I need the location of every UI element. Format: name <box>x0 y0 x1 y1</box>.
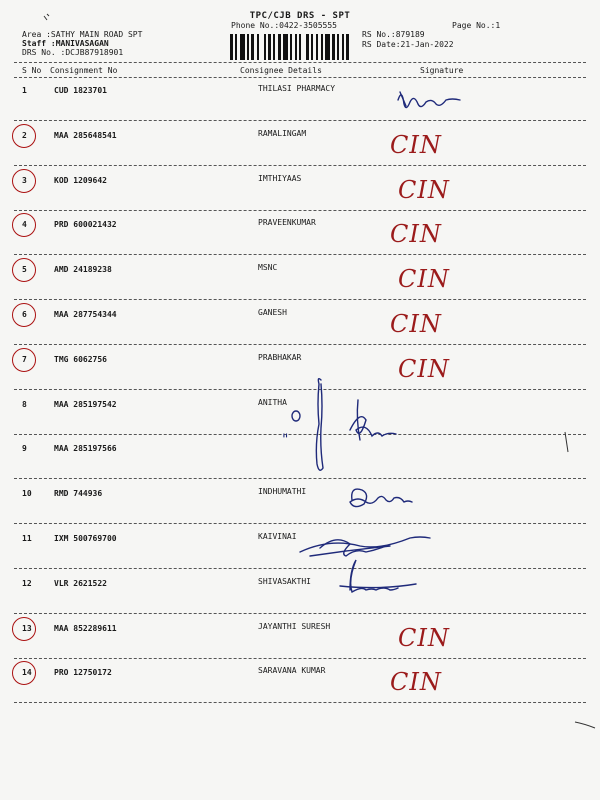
rs-date: RS Date:21-Jan-2022 <box>362 40 454 49</box>
row-4-consignment-no: PRD 600021432 <box>54 220 117 230</box>
row-13-cin-mark: CIN <box>398 623 450 652</box>
column-header-consignment: Consignment No <box>50 66 118 75</box>
row-3-sno: 3 <box>22 175 27 185</box>
row-2-consignment-no: MAA 285648541 <box>54 130 117 140</box>
row-11-consignment-no: IXM 500769700 <box>54 534 117 543</box>
row-8-consignee: ANITHA <box>258 397 287 407</box>
row-13-sno: 13 <box>22 623 32 633</box>
row-7-sno: 7 <box>22 354 27 364</box>
row-11-sno: 11 <box>22 534 32 543</box>
row-13-consignee: JAYANTHI SURESH <box>258 621 331 631</box>
row-9-sno: 9 <box>22 444 27 454</box>
ditto-mark-row-9: " <box>282 432 290 448</box>
row-4-cin-mark: CIN <box>390 220 442 249</box>
area-label: Area :SATHY MAIN ROAD SPT <box>22 30 143 39</box>
row-2-cin-mark: CIN <box>390 130 442 159</box>
row-10-sno: 10 <box>22 489 32 499</box>
row-2-consignee: RAMALINGAM <box>258 128 307 138</box>
row-10-consignment-no: RMD 744936 <box>54 489 103 499</box>
row-1-sno: 1 <box>22 86 27 95</box>
row-11-consignee: KAIVINAI <box>258 532 297 541</box>
row-6-consignee: GANESH <box>258 308 287 317</box>
row-5-consignment-no: AMD 24189238 <box>54 265 112 275</box>
row-8-sno: 8 <box>22 399 27 409</box>
row-14-consignment-no: PRO 12750172 <box>54 668 112 678</box>
row-14-consignee: SARAVANA KUMAR <box>258 666 326 676</box>
row-14-cin-mark: CIN <box>390 668 442 697</box>
row-14-sno: 14 <box>22 668 32 678</box>
row-5-cin-mark: CIN <box>398 265 450 294</box>
row-3-consignment-no: KOD 1209642 <box>54 175 107 185</box>
page-number: Page No.:1 <box>452 21 501 30</box>
row-13-consignment-no: MAA 852289611 <box>54 623 117 633</box>
row-10-consignee: INDHUMATHI <box>258 487 307 497</box>
column-header-signature: Signature <box>420 66 464 75</box>
row-4-sno: 4 <box>22 220 27 230</box>
row-1-consignee: THILASI PHARMACY <box>258 84 336 93</box>
row-4-consignee: PRAVEENKUMAR <box>258 218 316 228</box>
row-6-consignment-no: MAA 287754344 <box>54 310 117 319</box>
sheet-title: TPC/CJB DRS - SPT <box>249 11 351 21</box>
row-2-sno: 2 <box>22 130 27 140</box>
phone-number: Phone No.:0422-3505555 <box>231 21 337 30</box>
row-12-sno: 12 <box>22 578 32 588</box>
row-6-cin-mark: CIN <box>390 310 442 338</box>
row-8-consignment-no: MAA 285197542 <box>54 399 117 409</box>
row-7-consignment-no: TMG 6062756 <box>54 354 107 364</box>
row-3-consignee: IMTHIYAAS <box>258 173 302 183</box>
row-5-sno: 5 <box>22 265 27 275</box>
row-7-cin-mark: CIN <box>398 354 450 383</box>
drs-number: DRS No. :DCJB87918901 <box>22 48 124 57</box>
row-9-consignment-no: MAA 285197566 <box>54 444 117 454</box>
row-3-cin-mark: CIN <box>398 175 450 204</box>
row-12-consignee: SHIVASAKTHI <box>258 576 311 586</box>
column-header-sno: S No <box>22 66 42 75</box>
row-1-consignment-no: CUD 1823701 <box>54 86 107 95</box>
staff-label: Staff :MANIVASAGAN <box>22 39 109 48</box>
row-6-sno: 6 <box>22 310 27 319</box>
row-12-consignment-no: VLR 2621522 <box>54 578 107 588</box>
row-5-consignee: MSNC <box>258 263 278 273</box>
row-7-consignee: PRABHAKAR <box>258 352 302 362</box>
rs-number: RS No.:879189 <box>362 30 425 39</box>
column-header-consignee: Consignee Details <box>240 66 322 75</box>
